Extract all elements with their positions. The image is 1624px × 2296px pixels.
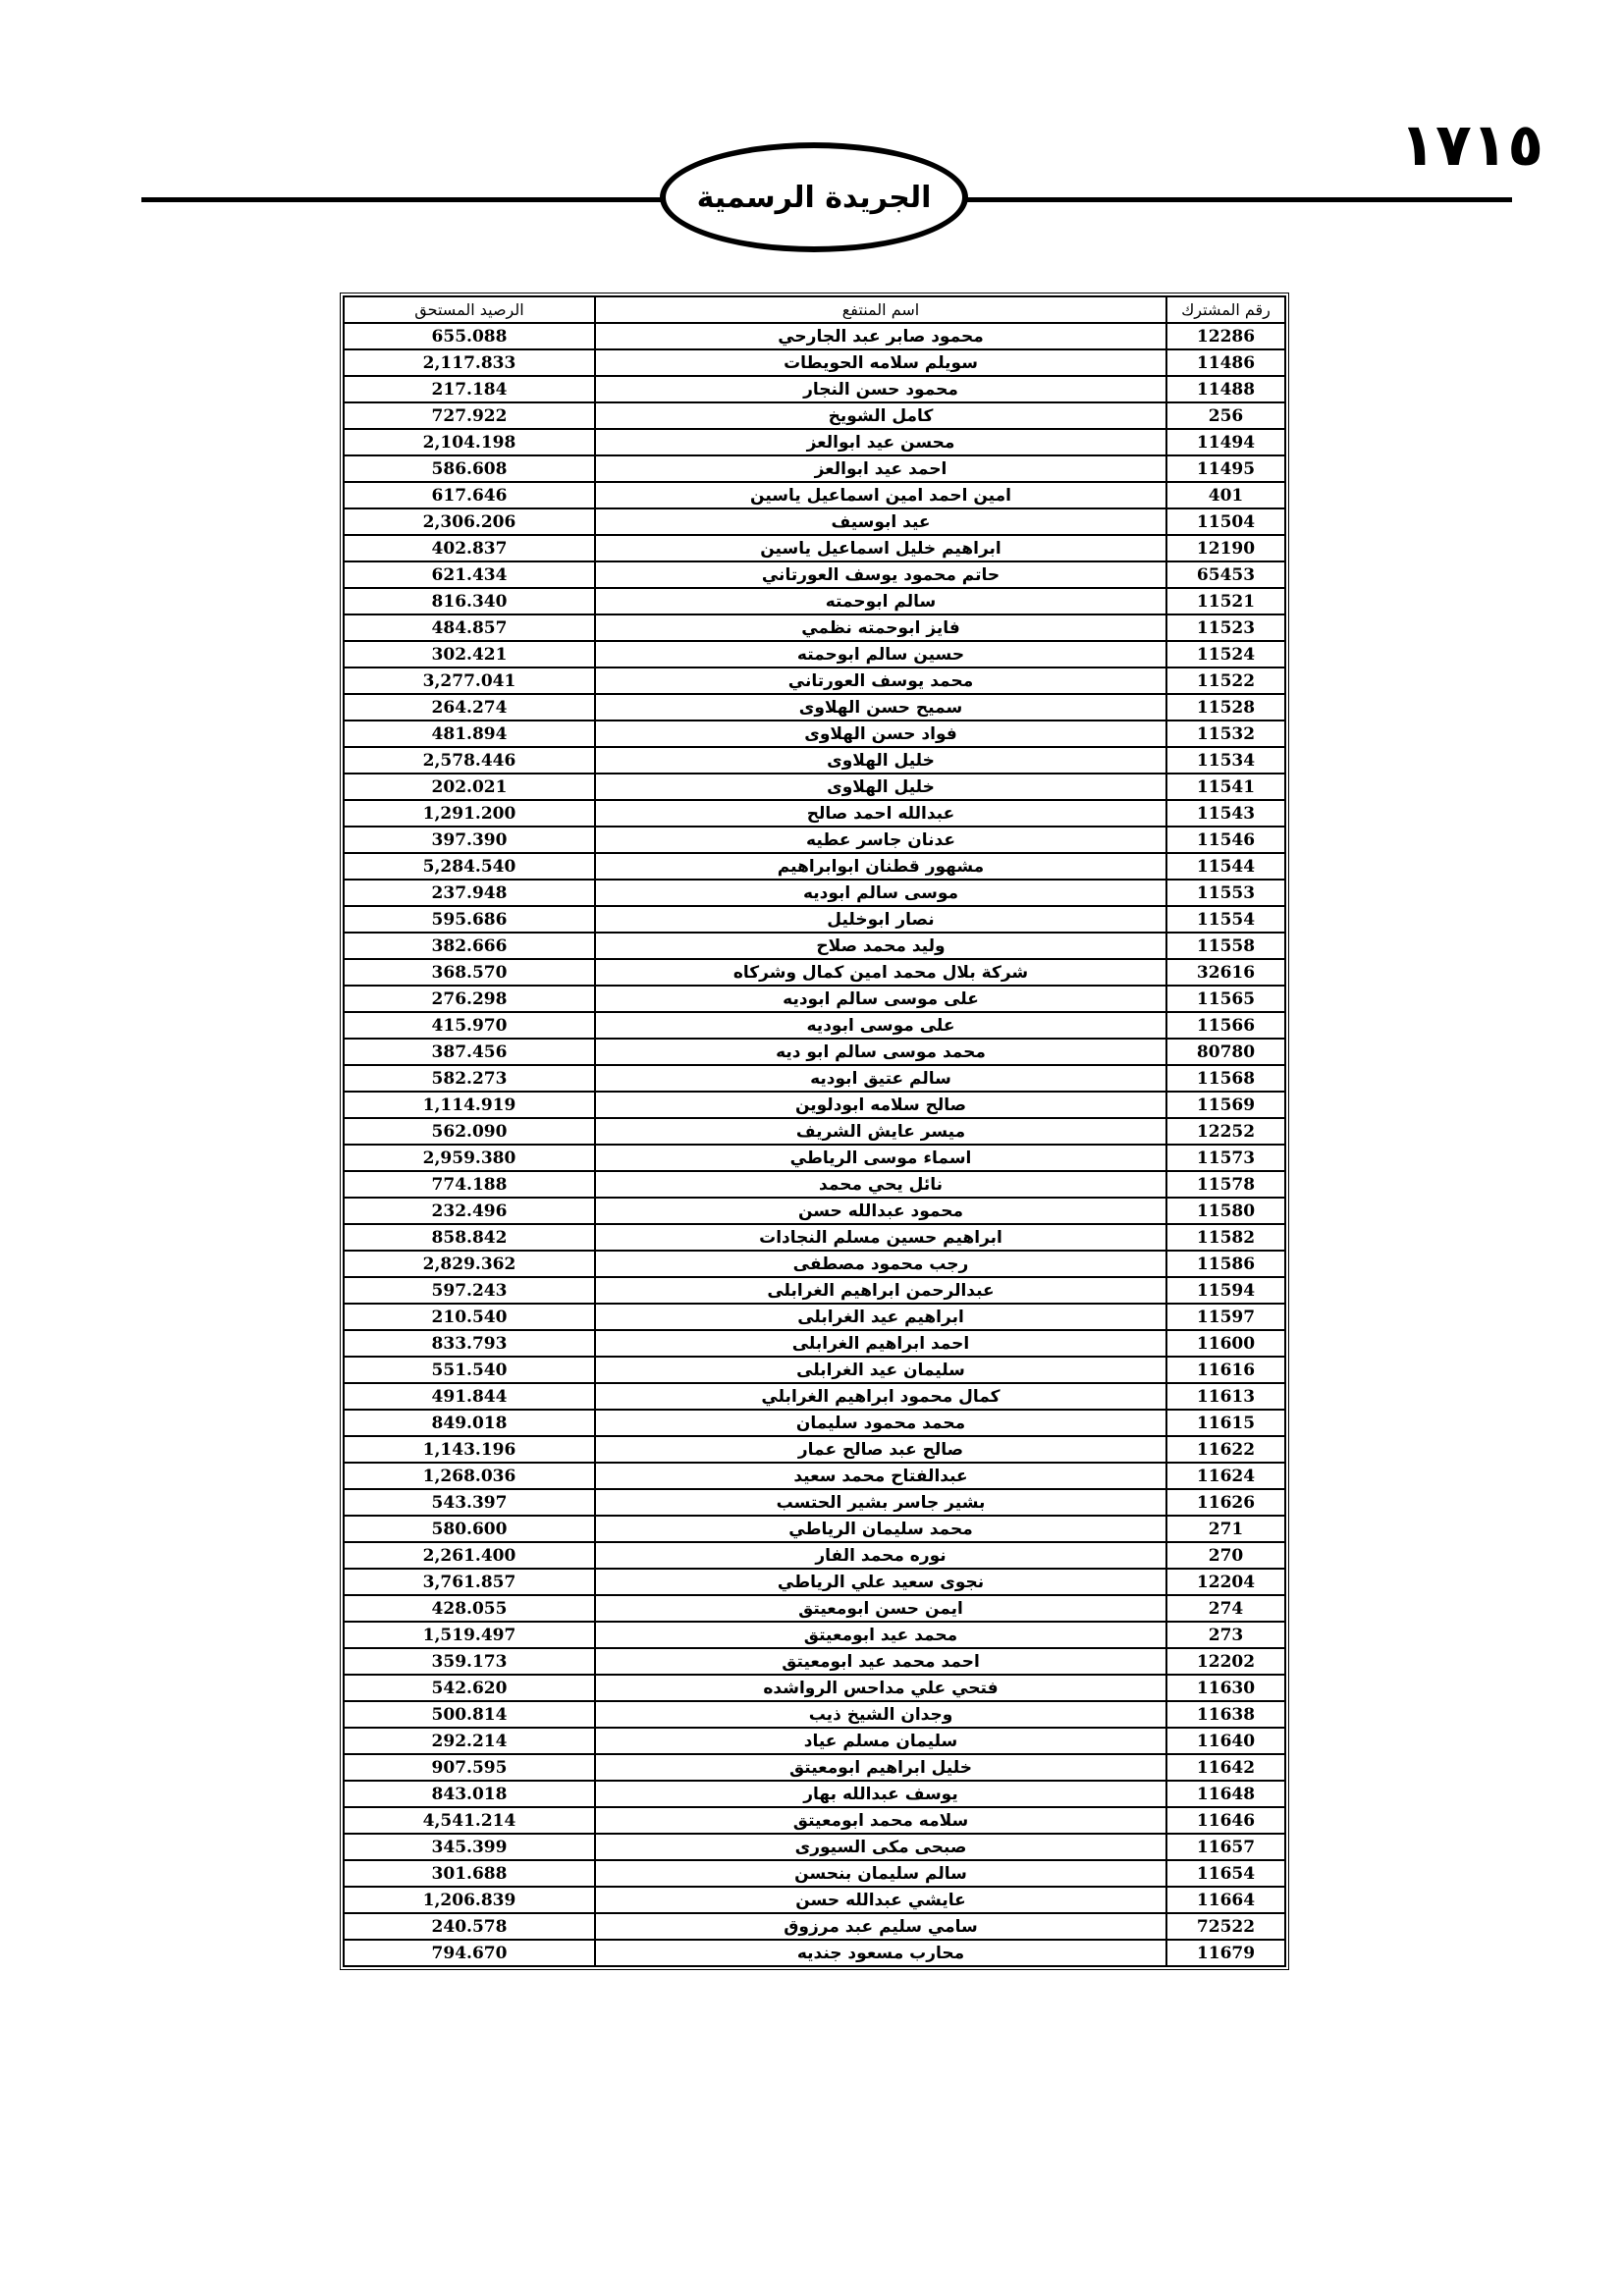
ledger-table [343, 295, 1286, 1967]
subscriber-number-cell: 401 [1166, 482, 1285, 508]
subscriber-number-cell: 11568 [1166, 1065, 1285, 1092]
subscriber-number-cell: 11544 [1166, 853, 1285, 880]
balance-cell: 240.578 [344, 1913, 595, 1940]
beneficiary-name-cell: اسماء موسى الرياطي [595, 1145, 1166, 1171]
beneficiary-name-cell: محمود حسن النجار [595, 376, 1166, 402]
beneficiary-name-cell: ايمن حسن ابومعيتق [595, 1595, 1166, 1622]
table-row [344, 1330, 1285, 1357]
table-row [344, 853, 1285, 880]
subscriber-number-cell: 11597 [1166, 1304, 1285, 1330]
balance-cell: 5,284.540 [344, 853, 595, 880]
table-row [344, 641, 1285, 667]
subscriber-number-cell: 11664 [1166, 1887, 1285, 1913]
balance-cell: 1,143.196 [344, 1436, 595, 1463]
subscriber-number-cell: 80780 [1166, 1039, 1285, 1065]
balance-cell: 907.595 [344, 1754, 595, 1781]
beneficiary-name-cell: امين احمد امين اسماعيل ياسين [595, 482, 1166, 508]
table-row [344, 1489, 1285, 1516]
table-row [344, 1622, 1285, 1648]
table-row [344, 1834, 1285, 1860]
table-row [344, 986, 1285, 1012]
table-row [344, 1039, 1285, 1065]
subscriber-number-cell: 11565 [1166, 986, 1285, 1012]
subscriber-number-cell: 11616 [1166, 1357, 1285, 1383]
table-header-row [344, 296, 1285, 323]
subscriber-number-cell: 11657 [1166, 1834, 1285, 1860]
balance-cell: 1,291.200 [344, 800, 595, 827]
table-row [344, 1754, 1285, 1781]
beneficiary-name-cell: عايشي عبدالله حسن [595, 1887, 1166, 1913]
beneficiary-name-cell: كمال محمود ابراهيم الغرابلي [595, 1383, 1166, 1410]
beneficiary-name-cell: سامي سليم عبد مرزوق [595, 1913, 1166, 1940]
beneficiary-name-cell: عدنان جاسر عطيه [595, 827, 1166, 853]
table-row [344, 774, 1285, 800]
beneficiary-name-cell: سليمان عيد الغرابلى [595, 1357, 1166, 1383]
balance-cell: 858.842 [344, 1224, 595, 1251]
subscriber-number-cell: 12204 [1166, 1569, 1285, 1595]
beneficiary-name-cell: محمد سليمان الرياطي [595, 1516, 1166, 1542]
table-row [344, 1383, 1285, 1410]
beneficiary-name-cell: يوسف عبدالله بهار [595, 1781, 1166, 1807]
table-row [344, 1463, 1285, 1489]
table-row [344, 1516, 1285, 1542]
beneficiary-name-cell: نجوى سعيد علي الرياطي [595, 1569, 1166, 1595]
header-beneficiary: اسم المنتفع [595, 296, 1166, 323]
beneficiary-name-cell: سالم ابوحمته [595, 588, 1166, 614]
subscriber-number-cell: 274 [1166, 1595, 1285, 1622]
table-row [344, 906, 1285, 933]
subscriber-number-cell: 11541 [1166, 774, 1285, 800]
table-row [344, 588, 1285, 614]
subscriber-number-cell: 11522 [1166, 667, 1285, 694]
balance-cell: 816.340 [344, 588, 595, 614]
subscriber-number-cell: 11546 [1166, 827, 1285, 853]
balance-cell: 359.173 [344, 1648, 595, 1675]
ledger-table-wrapper [343, 295, 1284, 1967]
subscriber-number-cell: 11578 [1166, 1171, 1285, 1198]
balance-cell: 1,114.919 [344, 1092, 595, 1118]
balance-cell: 210.540 [344, 1304, 595, 1330]
subscriber-number-cell: 11600 [1166, 1330, 1285, 1357]
subscriber-number-cell: 11573 [1166, 1145, 1285, 1171]
table-row [344, 800, 1285, 827]
table-row [344, 1860, 1285, 1887]
balance-cell: 382.666 [344, 933, 595, 959]
table-row [344, 1913, 1285, 1940]
table-row [344, 1224, 1285, 1251]
balance-cell: 2,959.380 [344, 1145, 595, 1171]
balance-cell: 345.399 [344, 1834, 595, 1860]
subscriber-number-cell: 11615 [1166, 1410, 1285, 1436]
subscriber-number-cell: 11504 [1166, 508, 1285, 535]
subscriber-number-cell: 11648 [1166, 1781, 1285, 1807]
subscriber-number-cell: 11569 [1166, 1092, 1285, 1118]
table-row [344, 827, 1285, 853]
balance-cell: 491.844 [344, 1383, 595, 1410]
table-row [344, 482, 1285, 508]
table-row [344, 1569, 1285, 1595]
table-row [344, 455, 1285, 482]
table-row [344, 561, 1285, 588]
subscriber-number-cell: 11594 [1166, 1277, 1285, 1304]
balance-cell: 292.214 [344, 1728, 595, 1754]
subscriber-number-cell: 11679 [1166, 1940, 1285, 1966]
beneficiary-name-cell: ميسر عايش الشريف [595, 1118, 1166, 1145]
balance-cell: 302.421 [344, 641, 595, 667]
table-row [344, 1145, 1285, 1171]
beneficiary-name-cell: صبحى مكى السيورى [595, 1834, 1166, 1860]
balance-cell: 232.496 [344, 1198, 595, 1224]
subscriber-number-cell: 12252 [1166, 1118, 1285, 1145]
subscriber-number-cell: 11494 [1166, 429, 1285, 455]
table-row [344, 1410, 1285, 1436]
header-balance: الرصيد المستحق [344, 296, 595, 323]
balance-cell: 202.021 [344, 774, 595, 800]
subscriber-number-cell: 270 [1166, 1542, 1285, 1569]
table-row [344, 1728, 1285, 1754]
page-number: ١٧١٥ [1399, 111, 1543, 180]
beneficiary-name-cell: احمد ابراهيم الغرابلى [595, 1330, 1166, 1357]
balance-cell: 301.688 [344, 1860, 595, 1887]
table-row [344, 1675, 1285, 1701]
beneficiary-name-cell: احمد محمد عيد ابومعيتق [595, 1648, 1166, 1675]
beneficiary-name-cell: ابراهيم عيد الغرابلى [595, 1304, 1166, 1330]
beneficiary-name-cell: سليمان مسلم عياد [595, 1728, 1166, 1754]
subscriber-number-cell: 12202 [1166, 1648, 1285, 1675]
beneficiary-name-cell: عبدالفتاح محمد سعيد [595, 1463, 1166, 1489]
beneficiary-name-cell: وليد محمد صلاح [595, 933, 1166, 959]
beneficiary-name-cell: سميح حسن الهلاوى [595, 694, 1166, 721]
beneficiary-name-cell: شركة بلال محمد امين كمال وشركاه [595, 959, 1166, 986]
table-row [344, 376, 1285, 402]
table-row [344, 1171, 1285, 1198]
balance-cell: 402.837 [344, 535, 595, 561]
table-row [344, 1701, 1285, 1728]
balance-cell: 621.434 [344, 561, 595, 588]
subscriber-number-cell: 11521 [1166, 588, 1285, 614]
balance-cell: 551.540 [344, 1357, 595, 1383]
subscriber-number-cell: 11622 [1166, 1436, 1285, 1463]
balance-cell: 586.608 [344, 455, 595, 482]
balance-cell: 2,306.206 [344, 508, 595, 535]
beneficiary-name-cell: خليل ابراهيم ابومعيتق [595, 1754, 1166, 1781]
beneficiary-name-cell: محارب مسعود جنديه [595, 1940, 1166, 1966]
table-row [344, 959, 1285, 986]
balance-cell: 543.397 [344, 1489, 595, 1516]
table-row [344, 1065, 1285, 1092]
table-row [344, 1277, 1285, 1304]
masthead-title: الجريدة الرسمية [696, 180, 932, 215]
table-row [344, 1357, 1285, 1383]
balance-cell: 617.646 [344, 482, 595, 508]
balance-cell: 264.274 [344, 694, 595, 721]
beneficiary-name-cell: على موسى ابوديه [595, 1012, 1166, 1039]
table-row [344, 1092, 1285, 1118]
balance-cell: 4,541.214 [344, 1807, 595, 1834]
subscriber-number-cell: 11486 [1166, 349, 1285, 376]
subscriber-number-cell: 11580 [1166, 1198, 1285, 1224]
balance-cell: 542.620 [344, 1675, 595, 1701]
table-row [344, 747, 1285, 774]
table-row [344, 323, 1285, 349]
table-row [344, 614, 1285, 641]
table-row [344, 1251, 1285, 1277]
table-row [344, 1781, 1285, 1807]
subscriber-number-cell: 12190 [1166, 535, 1285, 561]
header-subscriber: رقم المشترك [1166, 296, 1285, 323]
subscriber-number-cell: 11543 [1166, 800, 1285, 827]
table-row [344, 1198, 1285, 1224]
subscriber-number-cell: 256 [1166, 402, 1285, 429]
table-row [344, 694, 1285, 721]
beneficiary-name-cell: سالم عتيق ابوديه [595, 1065, 1166, 1092]
beneficiary-name-cell: محمد يوسف العورتاني [595, 667, 1166, 694]
subscriber-number-cell: 11613 [1166, 1383, 1285, 1410]
beneficiary-name-cell: عبدالرحمن ابراهيم الغرابلى [595, 1277, 1166, 1304]
beneficiary-name-cell: حاتم محمود يوسف العورتاني [595, 561, 1166, 588]
balance-cell: 217.184 [344, 376, 595, 402]
table-row [344, 1940, 1285, 1966]
beneficiary-name-cell: وجدان الشيخ ذيب [595, 1701, 1166, 1728]
subscriber-number-cell: 11558 [1166, 933, 1285, 959]
table-row [344, 1436, 1285, 1463]
beneficiary-name-cell: رجب محمود مصطفى [595, 1251, 1166, 1277]
beneficiary-name-cell: فواد حسن الهلاوى [595, 721, 1166, 747]
beneficiary-name-cell: سلامه محمد ابومعيتق [595, 1807, 1166, 1834]
beneficiary-name-cell: مشهور قطنان ابوابراهيم [595, 853, 1166, 880]
subscriber-number-cell: 11528 [1166, 694, 1285, 721]
subscriber-number-cell: 11624 [1166, 1463, 1285, 1489]
beneficiary-name-cell: محمد موسى سالم ابو ديه [595, 1039, 1166, 1065]
balance-cell: 237.948 [344, 880, 595, 906]
subscriber-number-cell: 11638 [1166, 1701, 1285, 1728]
beneficiary-name-cell: محمد محمود سليمان [595, 1410, 1166, 1436]
subscriber-number-cell: 11566 [1166, 1012, 1285, 1039]
beneficiary-name-cell: على موسى سالم ابوديه [595, 986, 1166, 1012]
masthead-oval [660, 142, 968, 252]
subscriber-number-cell: 11553 [1166, 880, 1285, 906]
table-row [344, 721, 1285, 747]
balance-cell: 595.686 [344, 906, 595, 933]
table-row [344, 535, 1285, 561]
table-row [344, 1012, 1285, 1039]
beneficiary-name-cell: نوره محمد الفار [595, 1542, 1166, 1569]
beneficiary-name-cell: محمود عبدالله حسن [595, 1198, 1166, 1224]
beneficiary-name-cell: ابراهيم خليل اسماعيل ياسين [595, 535, 1166, 561]
balance-cell: 562.090 [344, 1118, 595, 1145]
balance-cell: 2,829.362 [344, 1251, 595, 1277]
balance-cell: 2,104.198 [344, 429, 595, 455]
balance-cell: 597.243 [344, 1277, 595, 1304]
table-row [344, 402, 1285, 429]
subscriber-number-cell: 11630 [1166, 1675, 1285, 1701]
balance-cell: 397.390 [344, 827, 595, 853]
balance-cell: 580.600 [344, 1516, 595, 1542]
subscriber-number-cell: 271 [1166, 1516, 1285, 1542]
balance-cell: 481.894 [344, 721, 595, 747]
balance-cell: 843.018 [344, 1781, 595, 1807]
subscriber-number-cell: 11586 [1166, 1251, 1285, 1277]
beneficiary-name-cell: نصار ابوخليل [595, 906, 1166, 933]
beneficiary-name-cell: حسين سالم ابوحمته [595, 641, 1166, 667]
subscriber-number-cell: 11646 [1166, 1807, 1285, 1834]
table-row [344, 1595, 1285, 1622]
balance-cell: 2,578.446 [344, 747, 595, 774]
balance-cell: 1,206.839 [344, 1887, 595, 1913]
balance-cell: 655.088 [344, 323, 595, 349]
beneficiary-name-cell: بشير جاسر بشير الحتسب [595, 1489, 1166, 1516]
beneficiary-name-cell: محمود صابر عبد الجارحي [595, 323, 1166, 349]
balance-cell: 428.055 [344, 1595, 595, 1622]
balance-cell: 387.456 [344, 1039, 595, 1065]
table-row [344, 667, 1285, 694]
beneficiary-name-cell: محسن عيد ابوالعز [595, 429, 1166, 455]
balance-cell: 415.970 [344, 1012, 595, 1039]
subscriber-number-cell: 11495 [1166, 455, 1285, 482]
subscriber-number-cell: 11534 [1166, 747, 1285, 774]
beneficiary-name-cell: خليل الهلاوى [595, 747, 1166, 774]
beneficiary-name-cell: كامل الشويخ [595, 402, 1166, 429]
balance-cell: 2,261.400 [344, 1542, 595, 1569]
subscriber-number-cell: 11488 [1166, 376, 1285, 402]
beneficiary-name-cell: فايز ابوحمته نظمي [595, 614, 1166, 641]
table-row [344, 508, 1285, 535]
balance-cell: 727.922 [344, 402, 595, 429]
table-row [344, 1648, 1285, 1675]
subscriber-number-cell: 11640 [1166, 1728, 1285, 1754]
beneficiary-name-cell: سويلم سلامه الحويطات [595, 349, 1166, 376]
subscriber-number-cell: 11554 [1166, 906, 1285, 933]
subscriber-number-cell: 11654 [1166, 1860, 1285, 1887]
beneficiary-name-cell: عبدالله احمد صالح [595, 800, 1166, 827]
balance-cell: 368.570 [344, 959, 595, 986]
beneficiary-name-cell: صالح عبد صالح عمار [595, 1436, 1166, 1463]
balance-cell: 849.018 [344, 1410, 595, 1436]
table-row [344, 1118, 1285, 1145]
table-row [344, 429, 1285, 455]
beneficiary-name-cell: نائل يحي محمد [595, 1171, 1166, 1198]
subscriber-number-cell: 72522 [1166, 1913, 1285, 1940]
balance-cell: 1,519.497 [344, 1622, 595, 1648]
subscriber-number-cell: 11532 [1166, 721, 1285, 747]
balance-cell: 276.298 [344, 986, 595, 1012]
balance-cell: 484.857 [344, 614, 595, 641]
balance-cell: 774.188 [344, 1171, 595, 1198]
beneficiary-name-cell: صالح سلامه ابودلوين [595, 1092, 1166, 1118]
table-row [344, 880, 1285, 906]
subscriber-number-cell: 11524 [1166, 641, 1285, 667]
table-row [344, 933, 1285, 959]
subscriber-number-cell: 11642 [1166, 1754, 1285, 1781]
table-body [344, 323, 1285, 1966]
subscriber-number-cell: 11582 [1166, 1224, 1285, 1251]
beneficiary-name-cell: فتحي علي مداحس الرواشده [595, 1675, 1166, 1701]
balance-cell: 2,117.833 [344, 349, 595, 376]
beneficiary-name-cell: عيد ابوسيف [595, 508, 1166, 535]
subscriber-number-cell: 32616 [1166, 959, 1285, 986]
table-row [344, 349, 1285, 376]
table-row [344, 1807, 1285, 1834]
table-row [344, 1304, 1285, 1330]
balance-cell: 582.273 [344, 1065, 595, 1092]
subscriber-number-cell: 12286 [1166, 323, 1285, 349]
balance-cell: 3,761.857 [344, 1569, 595, 1595]
beneficiary-name-cell: خليل الهلاوى [595, 774, 1166, 800]
balance-cell: 500.814 [344, 1701, 595, 1728]
subscriber-number-cell: 11626 [1166, 1489, 1285, 1516]
subscriber-number-cell: 273 [1166, 1622, 1285, 1648]
beneficiary-name-cell: محمد عيد ابومعيتق [595, 1622, 1166, 1648]
balance-cell: 1,268.036 [344, 1463, 595, 1489]
table-row [344, 1887, 1285, 1913]
beneficiary-name-cell: موسى سالم ابوديه [595, 880, 1166, 906]
subscriber-number-cell: 11523 [1166, 614, 1285, 641]
balance-cell: 833.793 [344, 1330, 595, 1357]
table-row [344, 1542, 1285, 1569]
subscriber-number-cell: 65453 [1166, 561, 1285, 588]
beneficiary-name-cell: ابراهيم حسين مسلم النجادات [595, 1224, 1166, 1251]
beneficiary-name-cell: سالم سليمان بنحسن [595, 1860, 1166, 1887]
balance-cell: 794.670 [344, 1940, 595, 1966]
balance-cell: 3,277.041 [344, 667, 595, 694]
beneficiary-name-cell: احمد عيد ابوالعز [595, 455, 1166, 482]
